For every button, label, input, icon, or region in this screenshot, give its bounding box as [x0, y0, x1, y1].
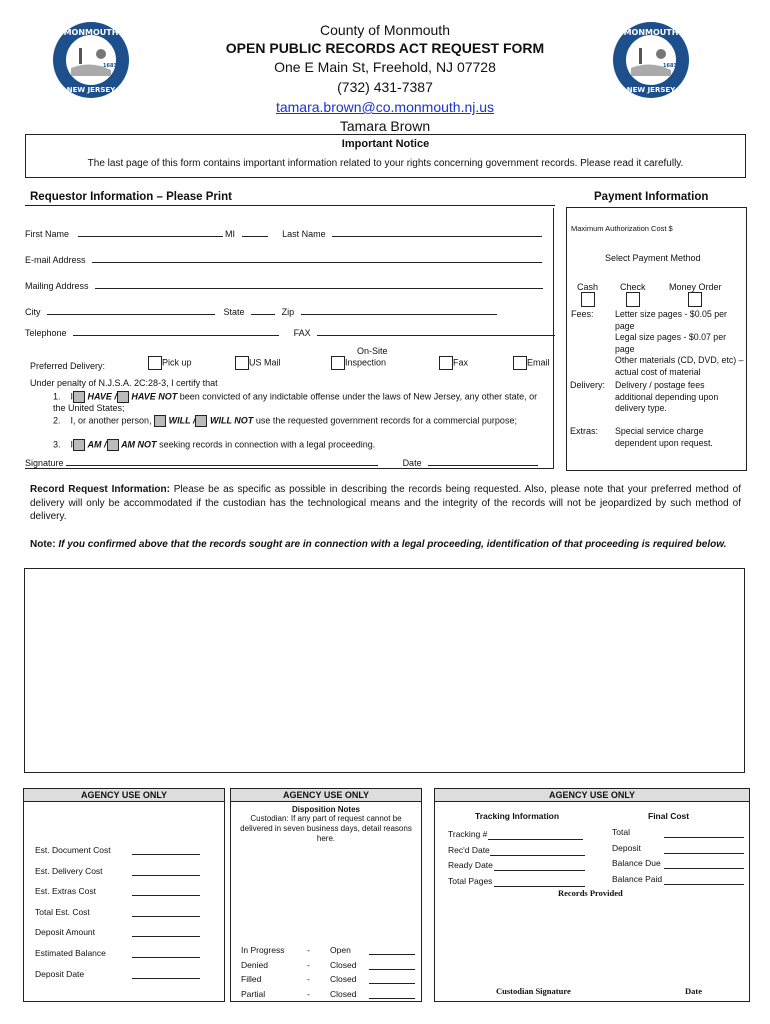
fax-field[interactable] — [317, 335, 555, 336]
disposition-title: Disposition Notes — [291, 805, 360, 814]
will-not-checkbox[interactable] — [195, 415, 207, 427]
delivery-fee-label: Delivery: — [570, 380, 606, 390]
delivery-option-onsite[interactable]: On-Site Inspection — [331, 346, 388, 370]
delivery-option-pickup[interactable]: Pick up — [148, 356, 192, 370]
mi-label: MI — [225, 229, 236, 239]
agency-tracking-box: AGENCY USE ONLY Tracking Information Final Cost Tracking # Rec'd Date Ready Date Total Pages Total Deposit Balance Due Balance Paid Records Provided Custodian Signature Date — [434, 788, 750, 1002]
records-provided-label: Records Provided — [558, 888, 623, 898]
agency-cost-rows: Est. Document Cost Est. Delivery Cost Est. Extras Cost Total Est. Cost Deposit Amount Estimated Balance Deposit Date — [35, 840, 111, 984]
select-payment-label: Select Payment Method — [605, 253, 701, 263]
svg-text:NEW JERSEY: NEW JERSEY — [626, 86, 676, 94]
delivery-option-email[interactable]: Email — [513, 356, 550, 370]
fax-checkbox[interactable] — [439, 356, 453, 370]
phone: (732) 431-7387 — [337, 79, 433, 95]
address: One E Main St, Freehold, NJ 07728 — [274, 59, 496, 75]
record-request-info: Record Request Information: Please be as specific as possible in describing the records being requested. Also, please note that your preferred method of delivery will only be accommodated if the custodian has the technological means and the integrity of the records will not be jeopardized by such method of delivery. — [30, 484, 741, 522]
final-cost-rows: Total Deposit Balance Due Balance Paid — [612, 825, 746, 887]
state-label: State — [223, 307, 245, 317]
telephone-label: Telephone — [25, 328, 67, 338]
svg-text:1683: 1683 — [103, 63, 117, 69]
svg-text:NEW JERSEY: NEW JERSEY — [66, 86, 116, 94]
extras-label: Extras: — [570, 426, 599, 436]
mi-field[interactable] — [242, 236, 268, 237]
pickup-checkbox[interactable] — [148, 356, 162, 370]
email-label: E-mail Address — [25, 255, 86, 265]
zip-label: Zip — [281, 307, 295, 317]
fees-text: Letter size pages - $0.05 per page Legal size pages - $0.07 per page Other materials (CD, DVD, etc) – actual cost of material — [615, 309, 744, 377]
will-checkbox[interactable] — [154, 415, 166, 427]
requestor-box — [25, 208, 554, 469]
am-checkbox[interactable] — [73, 439, 85, 451]
mailing-field[interactable] — [95, 288, 543, 289]
telephone-field[interactable] — [73, 335, 279, 336]
delivery-fee-text: Delivery / postage fees additional depending upon delivery type. — [615, 380, 719, 413]
fax-label: FAX — [293, 328, 311, 338]
cash-checkbox[interactable] — [581, 292, 595, 307]
requestor-heading: Requestor Information – Please Print — [30, 191, 232, 203]
pay-cash[interactable]: Cash — [577, 282, 598, 307]
delivery-option-fax[interactable]: Fax — [439, 356, 468, 370]
city-field[interactable] — [47, 314, 215, 315]
note-text: Note: If you confirmed above that the records sought are in connection with a legal proceeding, identification of that proceeding is required below. — [30, 539, 727, 550]
record-request-input[interactable] — [24, 568, 745, 773]
agency-disposition-box: AGENCY USE ONLY Disposition Notes Custodian: If any part of request cannot be delivered in seven business days, detail reasons here. In Progress - Open Denied - Closed Filled - Closed Partial - Closed — [230, 788, 422, 1002]
svg-text:MONMOUTH: MONMOUTH — [63, 28, 119, 37]
usmail-checkbox[interactable] — [235, 356, 249, 370]
final-cost-title: Final Cost — [648, 811, 690, 821]
pay-money-order[interactable]: Money Order — [669, 282, 722, 307]
email-field[interactable] — [92, 262, 542, 263]
first-name-label: First Name — [25, 229, 70, 239]
check-checkbox[interactable] — [626, 292, 640, 307]
city-label: City — [25, 307, 41, 317]
certify-text: Under penalty of N.J.S.A. 2C:28-3, I certify that — [30, 378, 218, 388]
payment-heading: Payment Information — [594, 191, 709, 203]
custodian-signature-label: Custodian Signature — [496, 986, 571, 996]
notice-body: The last page of this form contains important information related to your rights concerning government records. Please read it carefully. — [87, 158, 684, 169]
last-name-label: Last Name — [282, 229, 326, 239]
svg-text:MONMOUTH: MONMOUTH — [623, 28, 679, 37]
date-field[interactable] — [428, 465, 538, 466]
notice-title: Important Notice — [341, 138, 430, 150]
agency-date-label: Date — [685, 986, 702, 996]
agency-cost-box: AGENCY USE ONLY Est. Document Cost Est. Delivery Cost Est. Extras Cost Total Est. Cost Deposit Amount Estimated Balance Deposit Date — [23, 788, 225, 1002]
onsite-checkbox[interactable] — [331, 356, 345, 370]
tracking-rows: Tracking # Rec'd Date Ready Date Total Pages — [448, 827, 588, 889]
first-name-field[interactable] — [78, 236, 223, 237]
max-auth-label: Maximum Authorization Cost $ — [571, 224, 673, 233]
extras-text: Special service charge dependent upon request. — [615, 426, 713, 448]
date-label: Date — [402, 458, 422, 468]
status-rows: In Progress - Open Denied - Closed Filled - Closed Partial - Closed — [241, 943, 419, 1001]
zip-field[interactable] — [301, 314, 497, 315]
svg-text:1683: 1683 — [663, 63, 677, 69]
am-not-checkbox[interactable] — [107, 439, 119, 451]
certify-item-2: 2. I, or another person, WILL / WILL NOT use the requested government records for a commercial purpose; — [53, 415, 517, 426]
email-link[interactable]: tamara.brown@co.monmouth.nj.us — [275, 99, 495, 115]
money-order-checkbox[interactable] — [688, 292, 702, 307]
last-name-field[interactable] — [332, 236, 542, 237]
have-not-checkbox[interactable] — [117, 391, 129, 403]
signature-field[interactable] — [66, 465, 378, 466]
certify-item-1: 1. I HAVE / HAVE NOT been convicted of any indictable offense under the laws of New Jersey, any other state, or the United States; — [53, 391, 538, 413]
delivery-option-usmail[interactable]: US Mail — [235, 356, 281, 370]
signature-label: Signature — [25, 458, 64, 468]
contact-name: Tamara Brown — [339, 118, 431, 134]
mailing-label: Mailing Address — [25, 281, 89, 291]
certify-item-3: 3. I AM / AM NOT seeking records in connection with a legal proceeding. — [53, 439, 376, 450]
disposition-text: Custodian: If any part of request cannot be delivered in seven business days, detail reasons here. — [240, 814, 412, 843]
email-checkbox[interactable] — [513, 356, 527, 370]
state-field[interactable] — [251, 314, 275, 315]
form-title: OPEN PUBLIC RECORDS ACT REQUEST FORM — [225, 40, 545, 56]
notice-box — [25, 134, 746, 178]
county-name: County of Monmouth — [320, 22, 450, 38]
have-checkbox[interactable] — [73, 391, 85, 403]
payment-box — [566, 207, 747, 471]
tracking-title: Tracking Information — [475, 811, 560, 821]
preferred-delivery-label: Preferred Delivery: — [30, 361, 106, 371]
fees-label: Fees: — [571, 309, 594, 319]
pay-check[interactable]: Check — [620, 282, 646, 307]
